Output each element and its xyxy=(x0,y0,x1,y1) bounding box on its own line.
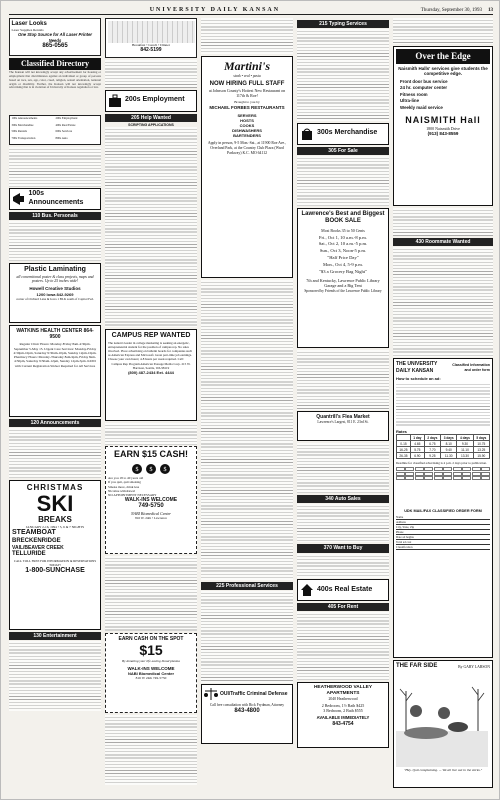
quantrill-title: Quantrill's Flea Market xyxy=(316,414,370,420)
watkins-body: Regular Clinic Hours: Monday-Friday 8am-4:30pm. September 5-May 15. Urgent Care Services: Monday-Friday 4:30pm-10pm, Saturday 9:30am-10pm, Sunday 12pm-10pm. Pharmacy Hours: Monday-Thursday 8am-9pm, Friday 8am-4:30pm, Saturday 9:30am-12pm, Sunday 12pm-5pm. KUID with Current Registration Sticker Required for All Services xyxy=(13,342,97,368)
issue-date: Thursday, September 30, 1993 xyxy=(420,7,482,13)
merchandise-heading xyxy=(297,123,389,145)
earn-item: NO APPOINTMENT NECESSARY xyxy=(108,492,157,497)
masthead: UNIVERSITY DAILY KANSAN xyxy=(149,6,281,13)
naismith-logo: NAISMITH Hall xyxy=(405,114,481,125)
earn-nabi: NABI Biomedical Center xyxy=(131,510,171,516)
money-bag-icon xyxy=(145,462,157,474)
rent-text-2 xyxy=(393,18,493,44)
ski-christmas: CHRISTMAS xyxy=(26,482,84,492)
earn-item: If you quit, quit smoking xyxy=(108,480,141,485)
earn-15-ad xyxy=(105,446,197,554)
campus-place: Campus Rep Program American Passage Media Corp. 215 W. Harrison, Seattle, WA 98119 xyxy=(111,361,191,370)
position-item: DISHWASHERS xyxy=(232,128,262,134)
shopping-bag-icon xyxy=(300,127,314,141)
rent-text-3 xyxy=(393,208,493,236)
earn-item: Nicotine withdrawal xyxy=(108,488,136,493)
sale-date: "$3 a Grocery Bag Night" xyxy=(319,268,367,274)
rate-cell: 26-35 xyxy=(397,453,411,459)
index-entry: 600s Services xyxy=(55,129,73,133)
ski-call-toll: CALL TOLL FREE FOR INFORMATION & RESERVATIONS TODAY! xyxy=(13,558,97,567)
cash-sub: By donating your life-saving blood plasma xyxy=(122,659,180,664)
cash-title: EARN CASH ON THE SPOT xyxy=(118,635,184,642)
column-3 xyxy=(201,18,293,798)
heatherwood-phone: 843-4754 xyxy=(332,720,354,727)
rate-cell: 4.65 xyxy=(410,441,424,447)
book-sale-location: 7th and Kentucky, Lawrence Public Library Garage and a Big Tent xyxy=(306,277,380,289)
position-item: HOSTS xyxy=(240,118,254,124)
cash-phone: 816 W 24th 749-5750 xyxy=(135,676,167,681)
scales-icon xyxy=(204,687,218,701)
svg-text:$: $ xyxy=(149,467,153,474)
misc-text xyxy=(105,60,197,88)
sale-text-2 xyxy=(297,350,389,410)
book-sale-ad xyxy=(297,208,389,348)
how-to-title: How to schedule an ad: xyxy=(396,375,441,381)
rate-cell: 15.90 xyxy=(473,453,489,459)
entertainment-text xyxy=(9,641,101,711)
merchandise-title: 300s Merchandise xyxy=(317,129,378,137)
announcements-title: 100s Announcements xyxy=(28,190,84,206)
quantrill-ad xyxy=(297,411,389,441)
sale-date: Sun., Oct 3, Noon-5 p.m. xyxy=(319,248,367,254)
rates-title: Rates xyxy=(396,429,407,435)
money-bag-icon xyxy=(159,462,171,474)
ski-steamboat: STEAMBOAT xyxy=(12,528,56,536)
quantrill-address: Lawrence's Largest, 811 E. 23rd St. xyxy=(317,420,369,425)
rate-header: 5 days xyxy=(473,435,489,441)
table-row xyxy=(397,453,490,459)
cash-amount: $15 xyxy=(139,641,163,658)
laser-phone: 865-0565 xyxy=(42,42,68,49)
naismith-address: 1800 Naismith Drive xyxy=(426,126,460,132)
rate-cell: 0-15 xyxy=(397,441,411,447)
for-rent-bar: 405 For Rent xyxy=(297,603,389,611)
rate-cell: 13.25 xyxy=(473,447,489,453)
money-bag-icon xyxy=(131,462,143,474)
column-5 xyxy=(393,18,493,798)
cash-walkins: WALK-INS WELCOME xyxy=(127,665,175,671)
book-sale-sponsor: Sponsored by Friends of the Lawrence Public Library xyxy=(304,289,382,294)
deadline-note: Deadline for classified advertising is 4 p.m. 2 days prior to publication. xyxy=(396,461,487,466)
laser-logo: Laser Looks xyxy=(11,20,47,27)
rate-cell: 10.75 xyxy=(473,441,489,447)
entertainment-bar: 130 Entertainment xyxy=(9,632,101,640)
svg-text:$: $ xyxy=(163,467,167,474)
want-to-buy-bar: 370 Want to Buy xyxy=(297,544,389,552)
feature-item: Ultra-line xyxy=(400,98,420,104)
scripting-heading: SCRIPTING APPLICATIONS xyxy=(128,122,174,127)
naismith-phone: (913) 843-8559 xyxy=(427,131,459,137)
campus-body: The nation's leader in college marketing is seeking an energetic, entrepreneurial student for the position of campus rep. No sales involved. Place advertising on bulletin boards for companies such as American Express and Microsoft. Great part-time job earnings. Choose your own hours; 4-8 hours per week required. Call: xyxy=(108,340,193,361)
ski-vail: VAIL/BEAVER CREEK xyxy=(12,545,64,551)
rate-header: 1 day xyxy=(410,435,424,441)
feature-item: Weekly maid service xyxy=(400,104,443,110)
watkins-title: WATKINS HEALTH CENTER 864-9500 xyxy=(16,327,94,340)
form-field-city[interactable]: City, State, Zip xyxy=(396,526,490,530)
heatherwood-address: 2040 Heatherwood xyxy=(328,696,358,701)
cartoon-illustration xyxy=(396,671,488,767)
far-side-comic xyxy=(393,660,493,788)
earn-walkins: WALK-INS WELCOME xyxy=(124,496,178,503)
sale-date: Mon., Oct 4, 5-9 p.m. xyxy=(323,262,363,268)
form-field-cost[interactable]: Total ad cost xyxy=(396,541,490,545)
restaurant-meals: Breakfast • Lunch • Dinner xyxy=(131,42,171,47)
rate-cell: 16-25 xyxy=(397,447,411,453)
watkins-ad xyxy=(9,325,101,417)
index-entry: 800s Auto xyxy=(55,135,68,140)
index-entry: 500s Rentals xyxy=(11,129,27,133)
column-1 xyxy=(9,18,101,798)
martinis-sub: steak • veal • pasta xyxy=(233,73,261,78)
position-item: SERVERS xyxy=(237,113,257,119)
heatherwood-title: HEATHERWOOD VALLEY APARTMENTS xyxy=(313,684,373,696)
index-entry: 700s Transportation xyxy=(11,135,36,140)
page-number: 13 xyxy=(488,7,493,13)
ski-phone: 1-800-SUNCHASE xyxy=(25,566,85,574)
classified-text-1 xyxy=(9,147,101,187)
martinis-apply: Apply in person, 9-5 Mon.-Sat., at 11900 Roe Ave., Overland Park, at the Country Club Plaza (Ward Parkway) K.C. MO 64112 xyxy=(207,141,287,155)
earn-title: EARN $15 CASH! xyxy=(113,449,189,460)
rate-header: 4 days xyxy=(457,435,473,441)
naismith-ad xyxy=(393,46,493,206)
rate-cell: 9.40 xyxy=(441,447,457,453)
form-field-name[interactable]: Name xyxy=(396,516,490,520)
earn-item: Smoke more, drink less xyxy=(108,484,140,489)
rate-cell: 11.10 xyxy=(457,447,473,453)
position-item: COOKS xyxy=(239,123,255,129)
cartoon-caption: "Hey. Quit complaining. ... We all live out in the sticks." xyxy=(403,767,483,772)
rates-table xyxy=(396,434,490,459)
form-field-classification[interactable]: Classification xyxy=(396,546,490,550)
announcements-text xyxy=(9,428,101,478)
campus-phone: (800) 487-2434 Ext. 4444 xyxy=(128,369,174,375)
rate-cell: 9.30 xyxy=(457,441,473,447)
column-2 xyxy=(105,18,197,798)
far-side-title: THE FAR SIDE xyxy=(396,663,438,670)
sale-date: Fri., Oct 1, 10 a.m.-8 p.m. xyxy=(319,234,367,240)
martinis-owners: MICHAEL FORBES RESTAURANTS xyxy=(209,104,285,110)
martinis-positions xyxy=(204,113,290,138)
book-sale-title: Lawrence's Best and Biggest BOOK SALE xyxy=(301,210,385,224)
martinis-location: at Johnson County's Hottest New Restaurant on 117th & Roe! xyxy=(208,88,286,99)
campus-rep-ad xyxy=(105,329,197,421)
sale-text-3 xyxy=(297,443,389,493)
house-icon xyxy=(300,583,314,597)
laser-sub: Laser Supplies Rentals xyxy=(11,28,44,32)
for-sale-bar: 305 For Sale xyxy=(297,147,389,155)
laser-tagline: One Stop Source for All Laser Printer Needs xyxy=(17,32,93,43)
christmas-ski-ad xyxy=(9,480,101,630)
employment-heading xyxy=(105,90,197,112)
classified-policy: The Kansan will not knowingly accept any advertisement for housing or employment that discriminates against an individual or group of persons based on race, sex, age, color, creed, religion, sexual orientation, national origin or disability. Further, the Kansan will not knowingly accept advertising that is in violation of University of Kansas regulation or law. xyxy=(9,71,101,90)
heatherwood-unit: 3 Bedroom, 2 Bath $555 xyxy=(323,708,363,714)
rent-text xyxy=(297,612,389,680)
heatherwood-available: AVAILABLE IMMEDIATELY xyxy=(316,715,370,721)
feature-item: Fitness room xyxy=(400,91,428,97)
help-text-3 xyxy=(105,556,197,631)
rate-header: 3 days xyxy=(441,435,457,441)
sale-date: Sat., Oct 2, 10 a.m.-5 p.m. xyxy=(318,241,368,247)
earn-list xyxy=(108,476,194,497)
heatherwood-ad xyxy=(297,682,389,748)
roommate-bar: 430 Roommate Wanted xyxy=(393,238,493,246)
position-item: BARTENDERS xyxy=(233,133,261,139)
far-side-byline: By GARY LARSON xyxy=(458,664,490,669)
howell-name: Howell Creative Studios xyxy=(29,285,81,291)
ski-telluride: TELLURIDE xyxy=(12,551,46,558)
rate-cell: 6.90 xyxy=(410,453,424,459)
rate-cell: 13.30 xyxy=(457,453,473,459)
form-field-phone[interactable]: Phone xyxy=(396,531,490,535)
oui-sub: Call free consultation with Rick Frydman, Attorney xyxy=(209,703,285,708)
auto-bar: 340 Auto Sales xyxy=(297,495,389,503)
naismith-features xyxy=(400,79,490,111)
martinis-hiring: NOW HIRING FULL STAFF xyxy=(209,80,285,87)
restaurant-ad xyxy=(105,18,197,58)
rate-cell: 8.10 xyxy=(441,441,457,447)
auto-text xyxy=(297,504,389,542)
form-title: UDK MAIL/FAX CLASSIFIED ORDER FORM xyxy=(404,509,482,514)
martinis-ad xyxy=(201,56,293,278)
services-text xyxy=(201,591,293,683)
martinis-brought: Brought to you by xyxy=(234,100,260,105)
how-to-text xyxy=(396,382,490,428)
rate-cell: 6.75 xyxy=(424,441,440,447)
ski-breaks: BREAKS xyxy=(38,514,72,524)
earn-cash-ad xyxy=(105,633,197,713)
book-sale-dates xyxy=(300,235,386,276)
ski-dates: JANUARY 2-16, 1994 • 5, 6 & 7 NIGHTS xyxy=(25,524,85,529)
page-header xyxy=(9,5,493,15)
plastic-sub: all conventional poster & class projects, maps and posters. Up to 25 inches wide! xyxy=(16,274,94,284)
typing-text xyxy=(297,29,389,121)
rate-cell: 5.75 xyxy=(410,447,424,453)
howell-address: 1200 Iowa 842-9269 xyxy=(36,291,74,297)
rate-cell: 9.25 xyxy=(424,453,440,459)
howell-corner: corner of Orchard Lane & Iowa 1 BLK south of Capitol Fed. xyxy=(16,296,94,301)
feature-item: 24 hr. computer center xyxy=(400,85,448,91)
index-entry: 200s Employment xyxy=(55,116,78,120)
roommate-text xyxy=(393,247,493,357)
ad-copy-grid[interactable] xyxy=(396,467,490,507)
prof-services-bar: 225 Professional Services xyxy=(201,582,293,590)
index-entry: 100s Announcements xyxy=(11,116,38,120)
column-4 xyxy=(297,18,389,798)
ski-breckenridge: BRECKENRIDGE xyxy=(12,537,61,544)
heatherwood-unit: 2 Bedroom, 1½ Bath $425 xyxy=(321,703,365,709)
announcements-heading xyxy=(9,188,101,210)
over-edge-title: Over the Edge xyxy=(396,49,490,64)
help-text-6 xyxy=(201,280,293,580)
form-field-address[interactable]: Address xyxy=(396,521,490,525)
megaphone-icon xyxy=(12,192,26,206)
restaurant-phone: 842-5199 xyxy=(140,46,162,53)
plastic-laminating-ad xyxy=(9,263,101,323)
earn-nabi-address: 816 W. 24th • Lawrence xyxy=(135,515,167,520)
rate-cell: 7.70 xyxy=(424,447,440,453)
svg-text:$: $ xyxy=(135,467,139,474)
index-entry: 300s Merchandise xyxy=(11,122,34,127)
help-text-5 xyxy=(201,18,293,54)
index-entry: 400s Real Estate xyxy=(55,122,76,127)
naismith-title: Naismith Halls' services give students the competitive edge. xyxy=(398,65,488,77)
laser-ad xyxy=(9,18,101,56)
udk-order: Classified Information and order form xyxy=(452,363,490,372)
oui-phone: 843-4800 xyxy=(234,707,260,714)
udk-title: THE UNIVERSITY DAILY KANSAN xyxy=(396,361,438,374)
plastic-title: Plastic Laminating xyxy=(24,265,86,273)
earn-phone: 749-5750 xyxy=(138,503,164,510)
real-estate-title: 400s Real Estate xyxy=(317,585,373,593)
classified-index xyxy=(9,115,101,145)
oui-title: OUI/Traffic Criminal Defense xyxy=(220,691,288,698)
personals-bar: 110 Bus. Personals xyxy=(9,212,101,220)
rate-cell: 11.30 xyxy=(441,453,457,459)
help-text-4 xyxy=(105,715,197,785)
cash-center: NABI Biomedical Center xyxy=(127,671,174,677)
help-text-2 xyxy=(105,423,197,445)
employment-title: 200s Employment xyxy=(125,96,185,104)
typing-bar: 215 Typing Services xyxy=(297,20,389,28)
classified-order-form xyxy=(393,358,493,658)
sale-date: "Half Price Day" xyxy=(327,255,359,261)
help-wanted-bar: 205 Help Wanted xyxy=(105,114,197,122)
rate-header: 2 days xyxy=(424,435,440,441)
classified-directory-title: Classified Directory xyxy=(9,58,101,70)
want-text xyxy=(297,554,389,578)
book-sale-price: Most Books 35 to 50 Cents xyxy=(321,227,365,233)
earn-item: Are you 18 to 40 years old xyxy=(108,476,144,481)
ski-title: SKI xyxy=(36,490,74,516)
martinis-logo: Martini's xyxy=(223,58,271,73)
personals-text xyxy=(9,221,101,261)
sale-text xyxy=(297,156,389,206)
help-wanted-text xyxy=(105,127,197,327)
oui-ad xyxy=(201,684,293,744)
form-field-date[interactable]: Date ad begins xyxy=(396,536,490,540)
briefcase-icon xyxy=(108,94,122,108)
announcements-bar: 120 Announcements xyxy=(9,419,101,427)
real-estate-heading xyxy=(297,579,389,601)
feature-item: Front door bus service xyxy=(400,79,448,84)
campus-title: CAMPUS REP WANTED xyxy=(111,331,191,339)
